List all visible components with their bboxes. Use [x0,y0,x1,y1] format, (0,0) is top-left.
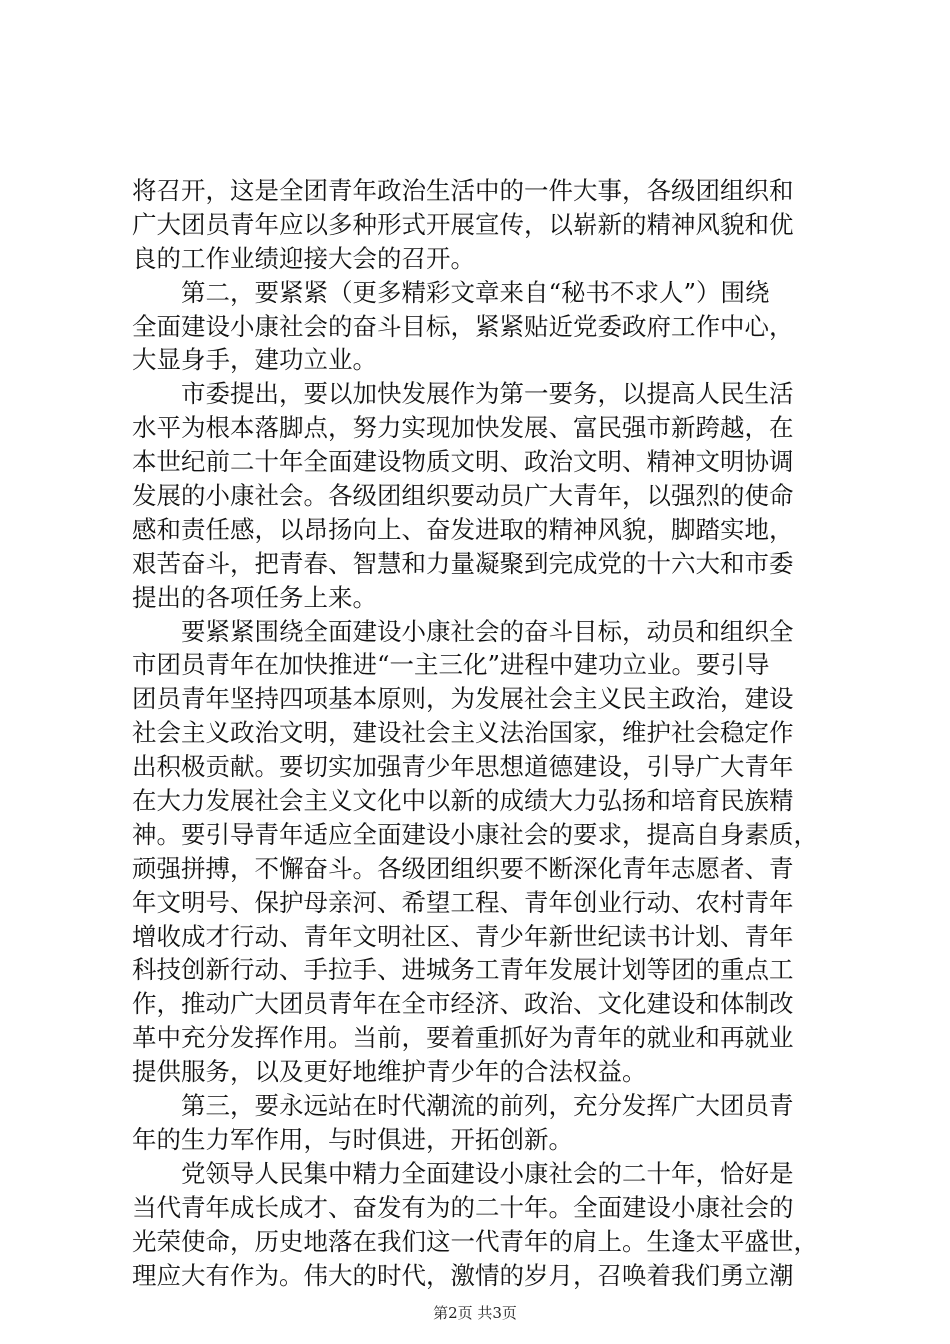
text-line: 将召开，这是全团青年政治生活中的一件大事，各级团组织和 [132,176,794,205]
text-line: 科技创新行动、手拉手、进城务工青年发展计划等团的重点工 [132,955,794,985]
text-line: 顽强拼搏，不懈奋斗。各级团组织要不断深化青年志愿者、青 [132,853,794,883]
text-line: 年文明号、保护母亲河、希望工程、青年创业行动、农村青年 [132,887,794,917]
text-line: 第二，要紧紧（更多精彩文章来自“秘书不求人”）围绕 [181,277,770,307]
text-line: 提出的各项任务上来。 [132,582,377,612]
text-line: 在大力发展社会主义文化中以新的成绩大力弘扬和培育民族精 [132,786,794,816]
text-line: 全面建设小康社会的奋斗目标，紧紧贴近党委政府工作中心， [132,311,794,341]
text-line: 神。要引导青年适应全面建设小康社会的要求，提高自身素质， [132,819,818,849]
text-line: 作，推动广大团员青年在全市经济、政治、文化建设和体制改 [132,989,794,1019]
text-line: 团员青年坚持四项基本原则，为发展社会主义民主政治，建设 [132,684,794,714]
text-line: 水平为根本落脚点，努力实现加快发展、富民强市新跨越，在 [132,413,794,443]
text-line: 发展的小康社会。各级团组织要动员广大青年，以强烈的使命 [132,481,794,511]
text-line: 市团员青年在加快推进“一主三化”进程中建功立业。要引导 [132,650,770,680]
text-line: 提供服务，以及更好地维护青少年的合法权益。 [132,1057,647,1087]
text-line: 本世纪前二十年全面建设物质文明、政治文明、精神文明协调 [132,447,794,477]
text-line: 社会主义政治文明，建设社会主义法治国家，维护社会稳定作 [132,718,794,748]
page-footer: 第2页 共3页 [433,1304,517,1322]
text-line: 当代青年成长成才、奋发有为的二十年。全面建设小康社会的 [132,1192,794,1222]
document-body [132,174,832,1292]
text-line: 年的生力军作用，与时俱进，开拓创新。 [132,1124,573,1154]
text-line: 理应大有作为。伟大的时代，激情的岁月，召唤着我们勇立潮 [132,1260,794,1290]
text-line: 出积极贡献。要切实加强青少年思想道德建设，引导广大青年 [132,752,794,782]
text-line: 第三，要永远站在时代潮流的前列，充分发挥广大团员青 [181,1091,794,1121]
text-line: 感和责任感，以昂扬向上、奋发进取的精神风貌，脚踏实地， [132,514,794,544]
text-line: 要紧紧围绕全面建设小康社会的奋斗目标，动员和组织全 [181,616,794,646]
text-line: 党领导人民集中精力全面建设小康社会的二十年，恰好是 [181,1158,794,1188]
text-line: 增收成才行动、青年文明社区、青少年新世纪读书计划、青年 [132,921,794,951]
text-line: 革中充分发挥作用。当前，要着重抓好为青年的就业和再就业 [132,1023,794,1053]
text-line: 艰苦奋斗，把青春、智慧和力量凝聚到完成党的十六大和市委 [132,548,794,578]
text-line: 光荣使命，历史地落在我们这一代青年的肩上。生逢太平盛世， [132,1226,818,1256]
text-line: 广大团员青年应以多种形式开展宣传，以崭新的精神风貌和优 [132,209,794,239]
text-line: 良的工作业绩迎接大会的召开。 [132,243,475,273]
text-line: 市委提出，要以加快发展作为第一要务，以提高人民生活 [181,379,794,409]
text-line: 大显身手，建功立业。 [132,345,377,375]
